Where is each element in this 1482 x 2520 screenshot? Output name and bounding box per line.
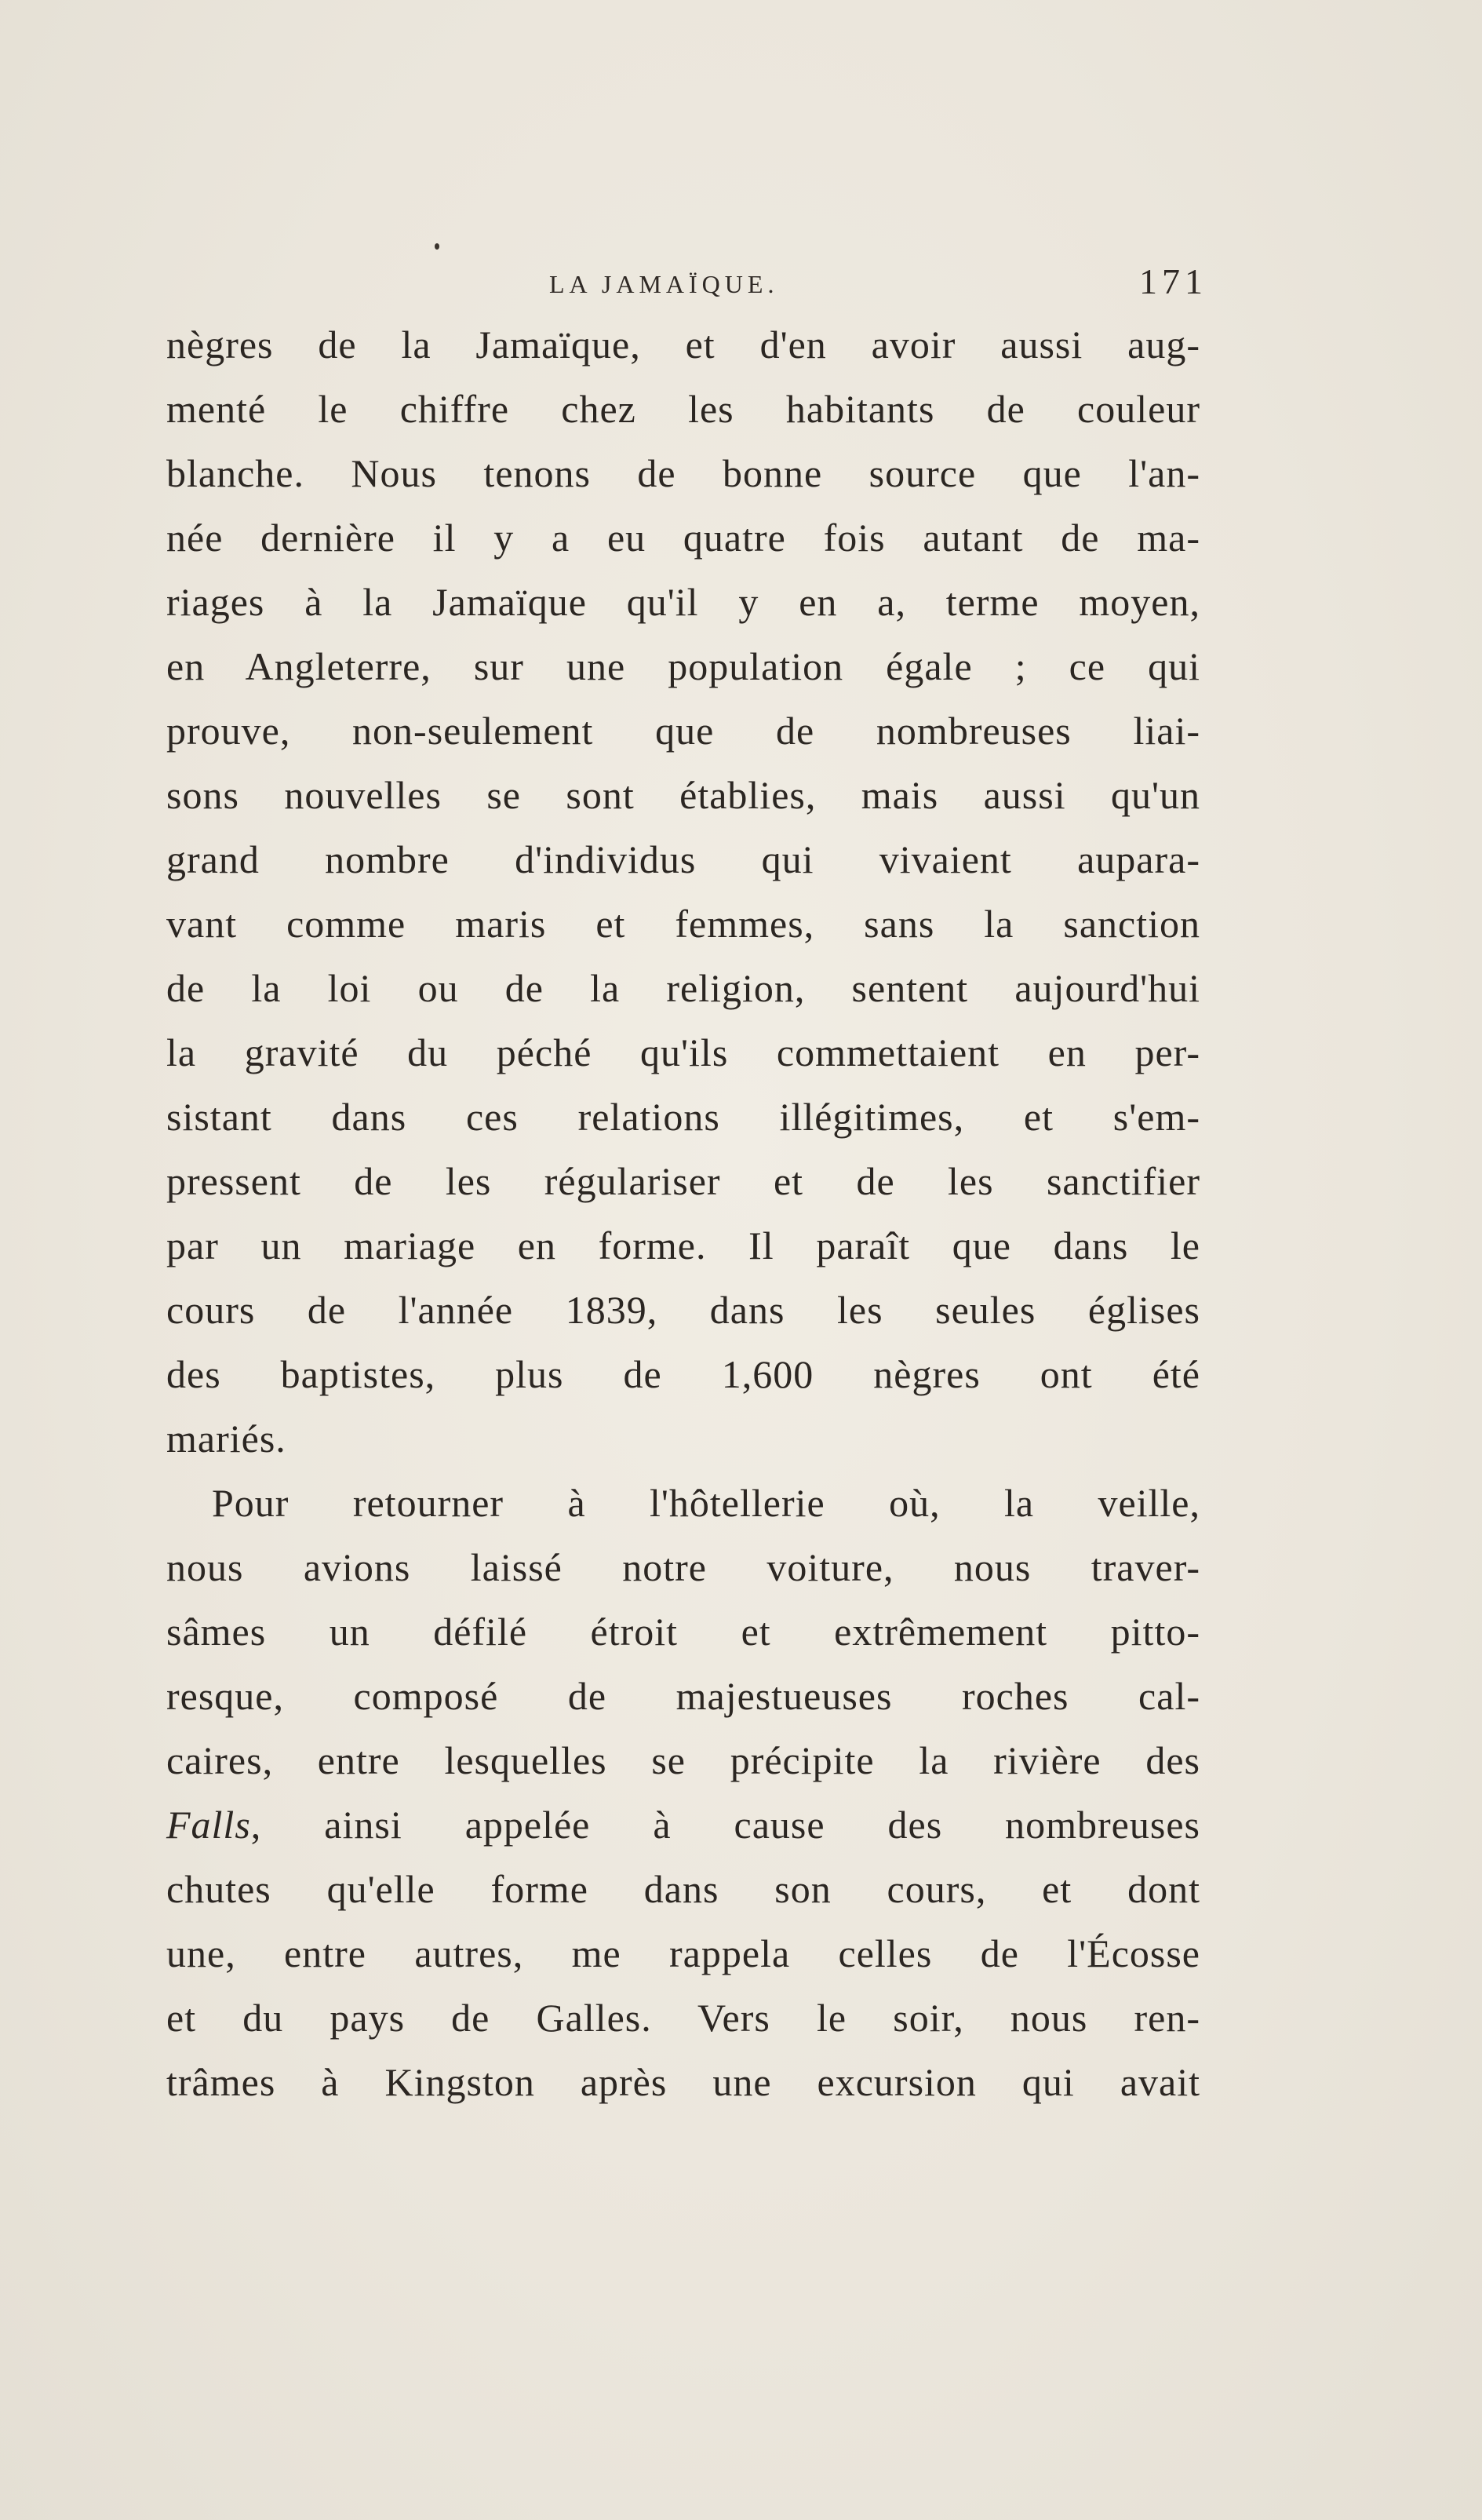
running-title: LA JAMAÏQUE. <box>549 270 779 298</box>
text-line: riages à la Jamaïque qu'il y en a, terme moyen, <box>166 580 1200 624</box>
body-text <box>166 312 1200 2114</box>
text-line: vant comme maris et femmes, sans la sanction <box>166 902 1200 946</box>
text-line: resque, composé de majestueuses roches cal- <box>166 1674 1200 1718</box>
text-line: une, entre autres, me rappela celles de l'Écosse <box>166 1931 1200 1975</box>
text-line: menté le chiffre chez les habitants de couleur <box>166 387 1200 431</box>
text-line: prouve, non-seulement que de nombreuses liai- <box>166 709 1200 753</box>
text-line: la gravité du péché qu'ils commettaient en per- <box>166 1030 1200 1074</box>
text-line: mariés. <box>166 1417 286 1461</box>
page-number: 171 <box>1139 261 1207 301</box>
text-line: blanche. Nous tenons de bonne source que l'an- <box>166 451 1200 495</box>
text-line: sâmes un défilé étroit et extrêmement pitto- <box>166 1610 1200 1654</box>
text-line: par un mariage en forme. Il paraît que dans le <box>166 1224 1200 1267</box>
text-line: de la loi ou de la religion, sentent aujourd'hui <box>166 966 1200 1010</box>
text-line: grand nombre d'individus qui vivaient aupara- <box>166 837 1200 881</box>
text-fragment: , ainsi appelée à cause des nombreuses <box>250 1803 1200 1847</box>
text-line: en Angleterre, sur une population égale ; ce qui <box>166 644 1200 688</box>
ink-speck <box>435 243 439 250</box>
text-line: sons nouvelles se sont établies, mais aussi qu'un <box>166 773 1200 817</box>
text-line: et du pays de Galles. Vers le soir, nous ren- <box>166 1996 1200 2040</box>
text-line: pressent de les régulariser et de les sanctifier <box>166 1159 1200 1203</box>
text-line: nous avions laissé notre voiture, nous traver- <box>166 1545 1200 1589</box>
text-line: née dernière il y a eu quatre fois autant de ma- <box>166 516 1200 560</box>
text-line: des baptistes, plus de 1,600 nègres ont été <box>166 1352 1200 1396</box>
italic-word: Falls <box>166 1803 251 1847</box>
text-line: caires, entre lesquelles se précipite la rivière des <box>166 1738 1200 1782</box>
text-line: sistant dans ces relations illégitimes, et s'em- <box>166 1095 1200 1139</box>
text-line: nègres de la Jamaïque, et d'en avoir aussi aug- <box>166 323 1200 367</box>
text-line: chutes qu'elle forme dans son cours, et dont <box>166 1867 1200 1911</box>
text-line: cours de l'année 1839, dans les seules églises <box>166 1288 1200 1332</box>
text-line <box>166 1792 1200 1857</box>
text-line: trâmes à Kingston après une excursion qui avait <box>166 2060 1200 2104</box>
text-line: Pour retourner à l'hôtellerie où, la veille, <box>212 1481 1200 1525</box>
